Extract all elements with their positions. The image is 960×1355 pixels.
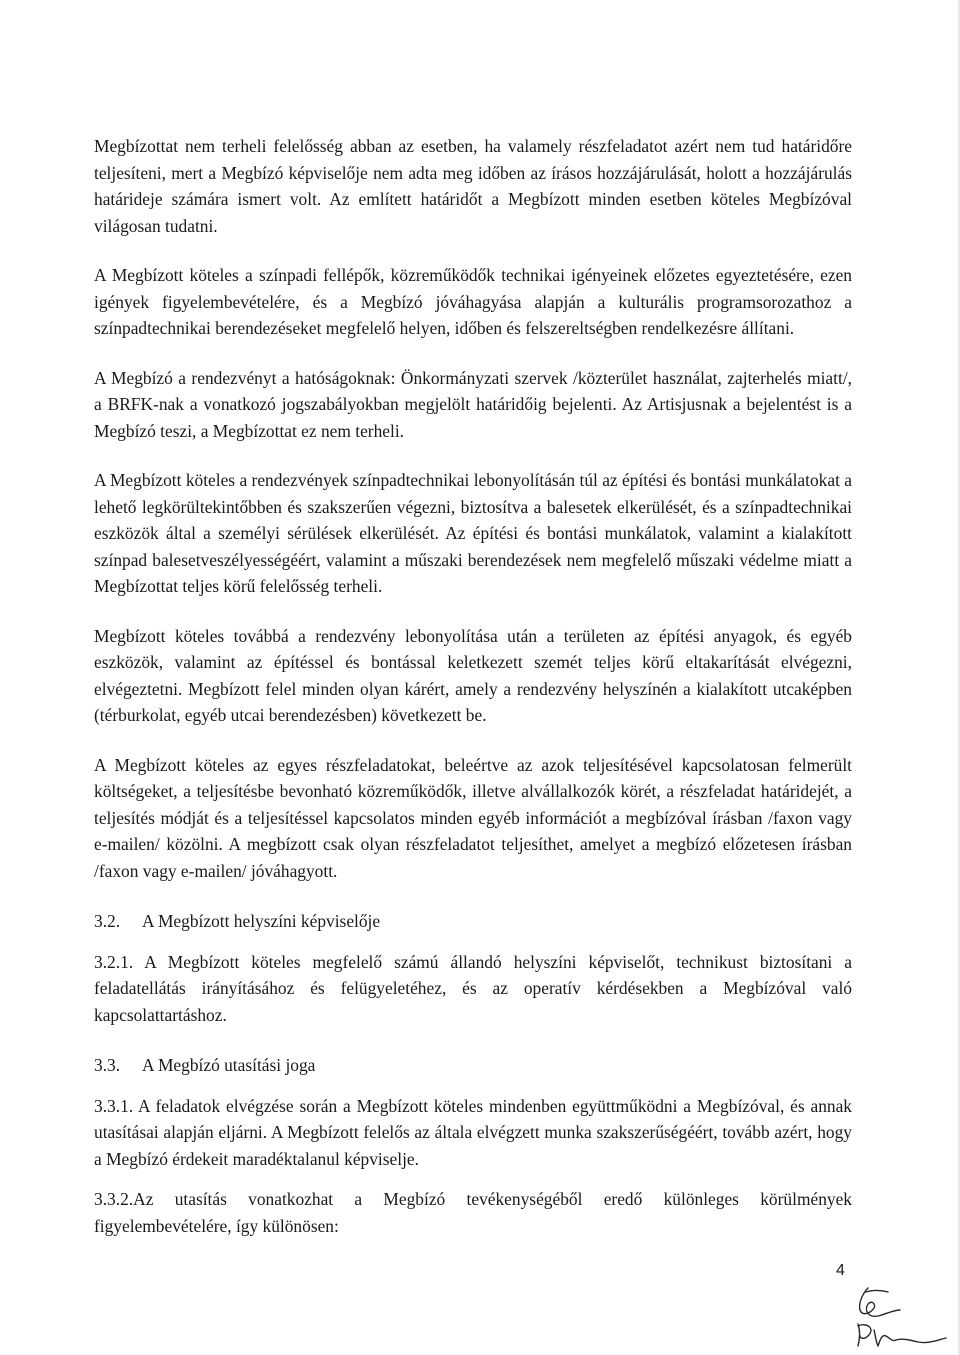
clause-3-3-2 [94, 1186, 852, 1239]
paragraph-event-notification: A Megbízó a rendezvényt a hatóságoknak: Önkormányzati szervek /közterület használat, zajterhelés miatt/, a BRFK-nak a vonatkozó jogszabályokban megjelölt határidőig bejelenti. Az Artisjusnak a bejelentést is a Megbízó teszi, a Megbízottat ez nem terheli. [94, 367, 852, 441]
clause-3-3-1 [94, 1093, 852, 1173]
section-title: A Megbízó utasítási joga [142, 1055, 316, 1075]
section-heading-3-3 [94, 1052, 852, 1079]
section-number: 3.2. [94, 911, 121, 931]
clause-number: 3.2.1. [94, 951, 134, 972]
handwritten-signature [838, 1280, 956, 1352]
paragraph-cleanup: Megbízott köteles továbbá a rendezvény lebonyolítása után a területen az építési anyagok, és egyéb eszközök, valamint az építéssel és bontással keletkezett szemét teljes körű eltakarítását elvégezni, elvégeztetni. Megbízott felel minden olyan kárért, amely a rendezvény helyszínén a kialakított utcaképben (térburkolat, egyéb utcai berendezésben) következett be. [94, 625, 852, 725]
clause-text: A feladatok elvégzése során a Megbízott köteles mindenben együttműködni a Megbízóval, és annak utasításai alapján eljárni. A Megbízott felelős az általa elvégzett munka szakszerűségéért, tovább azért, hogy a Megbízó érdekeit maradéktalanul képviselje. [94, 1095, 853, 1169]
paragraph-subtask-reporting: A Megbízott köteles az egyes részfeladatokat, beleértve az azok teljesítésével kapcsolatosan felmerült költségeket, a teljesítésbe bevonható közreműködők, illetve alvállalkozók körét, a részfeladat határidejét, a teljesítés módját és a teljesítéssel kapcsolatos minden egyéb információt a megbízóval írásban /faxon vagy e-mailen/ közölni. A megbízott csak olyan részfeladatot teljesíthet, amelyet a megbízó előzetesen írásban /faxon vagy e-mailen/ jóváhagyott. [94, 754, 852, 881]
section-heading-3-2 [94, 908, 852, 935]
clause-text: Az utasítás vonatkozhat a Megbízó tevékenységéből eredő különleges körülmények figyelembevételére, így különösen: [94, 1189, 852, 1236]
paragraph-construction-works: A Megbízott köteles a rendezvények színpadtechnikai lebonyolításán túl az építési és bontási munkálatokat a lehető legkörültekintőbben és szakszerűen végezni, biztosítva a balesetek elkerülését, és a színpadtechnikai eszközök által a személyi sérülések elkerülését. Az építési és bontási munkálatok, valamint a kialakított színpad balesetveszélyességéért, valamint a műszaki berendezések nem megfelelő műszaki védelme miatt a Megbízottat teljes körű felelősség terheli. [94, 470, 852, 596]
section-number: 3.3. [94, 1055, 121, 1075]
document-body [94, 133, 852, 1239]
clause-number: 3.3.2. [94, 1189, 134, 1209]
paragraph-responsibility-exemption: Megbízottat nem terheli felelősség abban az esetben, ha valamely részfeladatot azért nem tud határidőre teljesíteni, mert a Megbízó képviselője nem adta meg időben az írásos hozzájárulását, holott a hozzájárulás határideje számára ismert volt. Az említett határidőt a Megbízott minden esetben köteles Megbízóval világosan tudatni. [94, 136, 852, 236]
section-title: A Megbízott helyszíni képviselője [142, 911, 381, 931]
page-number: 4 [836, 1262, 845, 1279]
paragraph-technical-requirements: A Megbízott köteles a színpadi fellépők, közreműködők technikai igényeinek előzetes egyeztetésére, ezen igények figyelembevételére, és a Megbízó jóváhagyása alapján a kulturális programsorozathoz a színpadtechnikai berendezéseket megfelelő helyen, időben és felszereltségben rendelkezésre állítani. [94, 265, 852, 338]
clause-3-2-1 [94, 949, 852, 1029]
clause-number: 3.3.1. [94, 1095, 134, 1116]
clause-text: A Megbízott köteles megfelelő számú állandó helyszíni képviselőt, technikust biztosítani a feladatellátás irányításához és felügyeletéhez, és az operatív kérdésekben a Megbízóval való kapcsolattartáshoz. [94, 951, 852, 1025]
